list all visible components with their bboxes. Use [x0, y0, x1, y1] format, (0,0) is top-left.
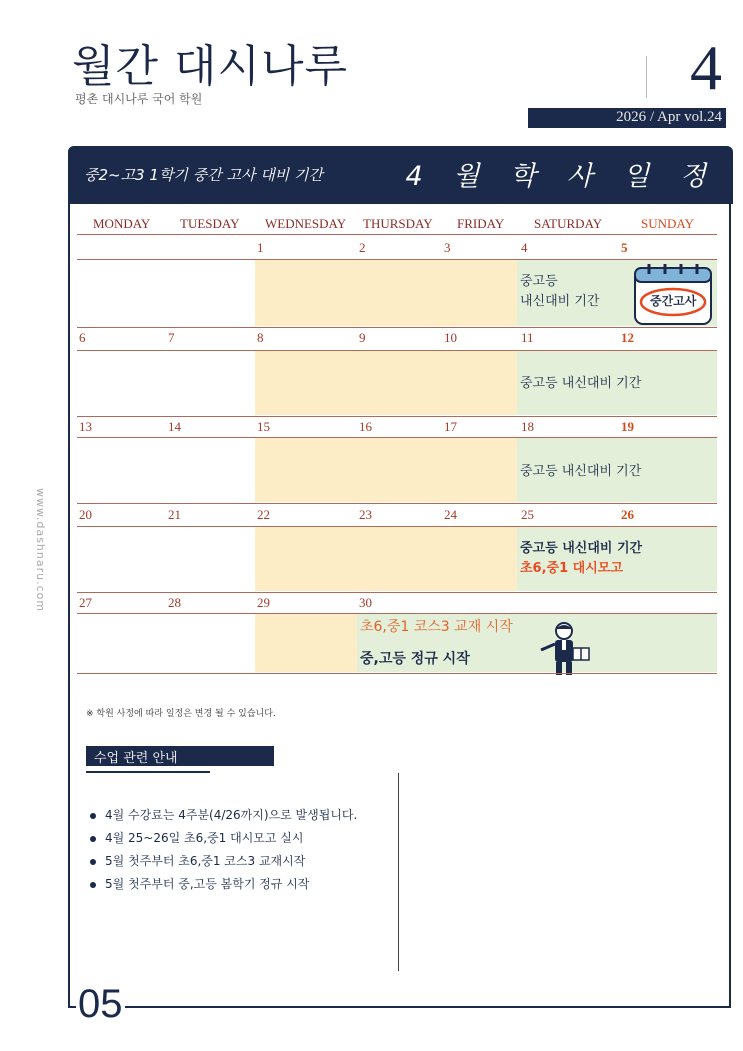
date-number: 24: [444, 507, 457, 522]
event-text: [520, 539, 642, 579]
date-number: 2: [359, 240, 366, 255]
date-number: 12: [621, 330, 634, 345]
header-exam-period: 중2~고3 1학기 중간 고사 대비 기간: [84, 166, 323, 184]
info-list-item: 5월 첫주부터 중,고등 봄학기 정규 시작: [90, 873, 357, 896]
date-number: 13: [79, 419, 92, 434]
info-list-item: 4월 25~26일 초6,중1 대시모고 실시: [90, 827, 357, 850]
exam-prep-block: [255, 614, 357, 672]
date-number: 3: [444, 240, 451, 255]
week-rule: [77, 416, 717, 417]
page-number: 05: [78, 982, 123, 1026]
date-number: 30: [359, 595, 372, 610]
exam-prep-block: [255, 438, 517, 502]
header-rule: [77, 234, 717, 235]
date-number: 10: [444, 330, 457, 345]
event-text: [520, 272, 599, 312]
schedule-header: [68, 146, 733, 204]
event-line-mock-exam: 초6,중1 대시모고: [520, 561, 623, 576]
event-line: 중고등: [520, 274, 558, 289]
week-rule: [77, 503, 717, 504]
date-number: 28: [168, 595, 181, 610]
date-number: 25: [521, 507, 534, 522]
date-number: 20: [79, 507, 92, 522]
date-number: 22: [257, 507, 270, 522]
date-number: 21: [168, 507, 181, 522]
info-list-item: 5월 첫주부터 초6,중1 코스3 교재시작: [90, 850, 357, 873]
date-number: 14: [168, 419, 181, 434]
event-text: 중고등 내신대비 기간: [520, 376, 642, 391]
week-rule: [77, 327, 717, 328]
header-schedule-title: 4 월 학 사 일 정: [405, 161, 717, 192]
date-number: 26: [621, 507, 634, 522]
date-number: 1: [257, 240, 264, 255]
issue-bar: [528, 108, 726, 128]
info-list-item: 4월 수강료는 4주분(4/26까지)으로 발생됩니다.: [90, 804, 357, 827]
week-rule: [77, 592, 717, 593]
day-header-mon: MONDAY: [93, 216, 151, 231]
issue-divider: [646, 56, 647, 98]
day-header-thu: THURSDAY: [363, 216, 433, 231]
column-divider: [398, 773, 399, 971]
week-rule: [77, 673, 717, 674]
date-number: 4: [521, 240, 528, 255]
event-text-regular-start: 중,고등 정규 시작: [360, 651, 470, 667]
date-number: 18: [521, 419, 534, 434]
event-text-textbook-start: 초6,중1 코스3 교재 시작: [360, 619, 513, 635]
date-number: 5: [621, 240, 628, 255]
schedule-change-notice: ※ 학원 사정에 따라 일정은 변경 될 수 있습니다.: [86, 709, 276, 719]
event-line: 내신대비 기간: [520, 294, 600, 309]
info-heading-bar: [86, 746, 274, 766]
date-number: 17: [444, 419, 457, 434]
date-number: 11: [521, 330, 534, 345]
date-number: 6: [79, 330, 86, 345]
date-number: 8: [257, 330, 264, 345]
teacher-reading-icon: [535, 622, 593, 676]
event-line: 중고등 내신대비 기간: [520, 541, 643, 556]
date-number: 16: [359, 419, 372, 434]
day-header-sat: SATURDAY: [534, 216, 603, 231]
exam-prep-block: [255, 527, 517, 591]
academy-name: 평촌 대시나루 국어 학원: [75, 92, 203, 106]
day-header-tue: TUESDAY: [180, 216, 240, 231]
day-header-wed: WEDNESDAY: [265, 216, 347, 231]
day-header-fri: FRIDAY: [457, 216, 505, 231]
date-number: 29: [257, 595, 270, 610]
exam-prep-block: [255, 260, 517, 326]
exam-prep-block: [255, 351, 517, 415]
side-website-url: www.dashnaru.com: [34, 488, 47, 613]
event-text: 중고등 내신대비 기간: [520, 464, 642, 479]
date-number: 19: [621, 419, 634, 434]
midterm-sticker-label: 중간고사: [650, 294, 697, 308]
issue-month-number: 4: [690, 32, 722, 103]
issue-label: 2026 / Apr vol.24: [616, 109, 722, 125]
day-header-sun: SUNDAY: [641, 216, 694, 231]
date-number: 27: [79, 595, 92, 610]
info-heading-underline: [86, 771, 210, 773]
date-number: 23: [359, 507, 372, 522]
magazine-title: 월간 대시나루: [72, 41, 349, 92]
date-number: 7: [168, 330, 175, 345]
date-number: 9: [359, 330, 366, 345]
date-number: 15: [257, 419, 270, 434]
info-heading: 수업 관련 안내: [94, 751, 178, 766]
info-list: [90, 804, 357, 896]
